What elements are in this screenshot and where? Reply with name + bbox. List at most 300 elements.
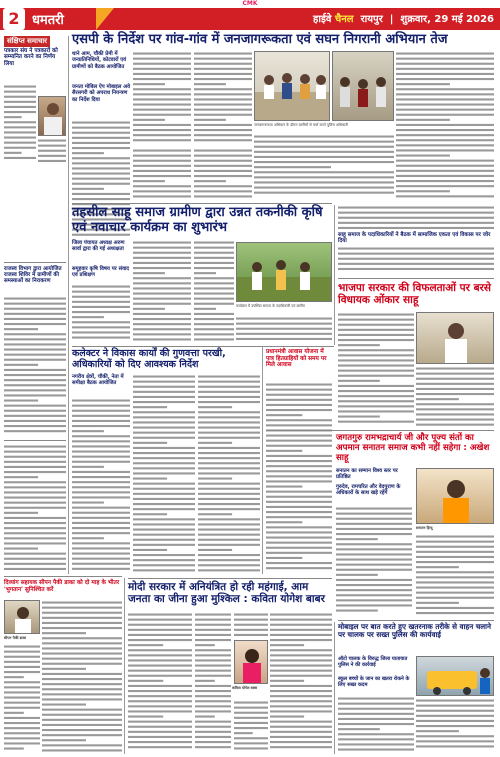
text-line [254,136,394,138]
text-line [128,629,192,631]
text-line [270,695,332,697]
text-line [194,252,234,254]
column-rule [124,578,125,754]
text-line [338,733,414,735]
text-lines [416,698,494,754]
text-line [416,735,494,737]
text-line [416,551,494,553]
text-line [4,707,40,709]
text-line [194,129,252,131]
text-line [4,354,66,356]
text-line [133,338,191,340]
text-line [195,736,231,738]
text-line [128,746,192,748]
text-line [396,78,494,80]
text-line [396,129,494,131]
text-line [336,523,412,525]
text-line [72,301,130,303]
text-line [133,462,195,464]
text-line [338,416,380,418]
text-line [128,695,192,697]
text-line [128,639,192,641]
text-line [72,137,130,139]
text-line [128,710,192,712]
brief1-body-2 [38,138,66,166]
text-line [72,183,130,185]
text-line [4,563,66,565]
text-line [234,712,268,714]
text-line [234,742,268,744]
column-rule [334,622,335,754]
text-line [194,109,252,111]
text-line [194,68,252,70]
text-line [195,639,231,641]
text-line [4,527,66,529]
text-line [236,338,332,340]
text-line [338,395,414,397]
text-line [338,698,414,700]
text-line [194,308,216,310]
text-line [338,207,494,209]
text-line [133,328,191,330]
text-line [338,405,414,407]
text-line [133,427,195,429]
text-line [416,602,459,604]
text-line [4,308,66,310]
text-line [396,68,494,70]
text-lines [133,51,191,146]
text-line [72,296,130,298]
story2-body-4 [236,316,332,344]
text-line [38,145,66,147]
city: रायपुर [360,14,383,25]
text-line [42,744,122,746]
text-line [4,394,66,396]
divider [72,346,334,347]
text-line [42,642,122,644]
text-line [133,478,167,480]
text-line [133,190,191,192]
text-line [133,119,165,121]
text-line [254,187,394,189]
text-line [266,531,332,533]
text-line [195,624,231,626]
text-line [72,306,130,308]
text-line [338,365,414,367]
text-line [270,659,332,661]
text-line [270,639,332,641]
text-line [4,303,66,305]
text-line [266,567,332,569]
text-line [42,622,122,624]
text-line [4,364,38,366]
text-line [42,704,86,706]
text-line [416,592,494,594]
text-line [194,58,252,60]
text-line [72,405,130,407]
text-line [336,528,412,530]
text-line [133,523,195,525]
text-line [4,656,40,658]
text-line [198,508,260,510]
text-lines [336,506,412,618]
story5-photo-caption: कविता योगेश बाबर [232,686,258,690]
text-line [195,721,231,723]
text-line [270,614,332,616]
text-line [194,63,252,65]
text-line [4,517,66,519]
text-line [133,333,191,335]
text-line [194,185,252,187]
text-line [42,698,122,700]
text-line [133,104,191,106]
text-line [72,198,130,200]
text-line [72,147,130,149]
story4-headline: जगतगुरु रामभद्राचार्य जी और पूज्य संतों का अपमान सनातन समाज कभी नहीं सहेगा : अखेश साहू [336,433,490,463]
text-line [195,644,215,646]
text-line [194,180,226,182]
text-line [4,722,40,724]
text-line [416,566,459,568]
text-line [338,380,380,382]
text-line [270,670,332,672]
text-line [4,333,66,335]
text-line [198,534,260,536]
column-rule [334,205,335,345]
text-line [336,508,412,510]
text-line [128,670,192,672]
text-line [42,709,122,711]
text-line [42,678,122,680]
text-line [234,702,268,704]
text-line [194,247,234,249]
text-line [195,629,231,631]
text-line [133,416,195,418]
text-line [4,152,22,154]
text-line [336,599,412,601]
text-lines [254,134,394,200]
text-line [42,607,122,609]
text-line [338,370,414,372]
text-line [194,328,234,330]
text-line [4,476,38,478]
text-line [42,688,122,690]
text-line [396,185,494,187]
text-line [336,574,378,576]
text-line [198,483,260,485]
text-line [266,470,332,472]
text-line [128,726,192,728]
text-line [128,614,192,616]
divider [266,430,494,431]
text-lines [133,148,191,200]
text-line [338,749,414,751]
text-line [133,554,195,556]
text-lines [4,644,40,754]
text-line [133,467,195,469]
text-line [195,649,231,651]
text-line [266,384,332,386]
brief2-headline: राजस्व विभाग द्वारा आयोजित राजस्व शिविर में ग्रामीणों की समस्याओं का निराकरण [4,266,62,285]
text-line [4,384,66,386]
right-body-1 [338,312,414,428]
text-line [42,683,122,685]
text-line [72,491,130,493]
text-line [195,726,231,728]
story3-bullet-1: नगरीय क्षेत्रों, चौकी, नेता में समीक्षा बैठक आयोजित [72,374,124,387]
text-line [133,386,195,388]
text-line [198,472,260,474]
text-line [72,286,130,288]
text-lines [128,612,192,754]
person-photo-icon [39,97,66,136]
text-line [133,569,195,571]
text-line [4,727,40,729]
story7-photo [416,656,494,696]
text-line [4,661,40,663]
text-line [128,680,163,682]
text-line [198,421,260,423]
text-line [133,313,191,315]
lead-photo-2 [332,51,394,121]
story2-body-2 [133,240,191,344]
text-lines [4,84,36,164]
text-line [72,532,130,534]
text-line [195,695,231,697]
text-line [4,369,66,371]
text-line [133,63,191,65]
text-line [4,338,66,340]
text-lines [38,138,66,166]
text-line [72,425,130,427]
text-line [4,446,66,448]
text-line [128,705,192,707]
text-line [72,558,130,560]
text-line [133,298,191,300]
text-line [234,722,268,724]
text-line [72,481,130,483]
text-line [72,178,130,180]
text-line [4,681,40,683]
column-rule [262,346,263,574]
text-line [133,503,195,505]
text-line [270,690,332,692]
text-line [133,93,191,95]
text-line [195,685,231,687]
text-line [4,349,66,351]
text-line [133,139,191,141]
text-lines [234,612,268,638]
text-lines [4,444,66,574]
text-line [198,539,260,541]
text-line [4,548,38,550]
text-line [396,83,450,85]
text-line [266,486,302,488]
text-line [133,129,191,131]
text-line [133,185,191,187]
text-line [266,399,332,401]
text-line [133,406,167,408]
text-line [198,529,260,531]
text-line [338,400,414,402]
text-line [338,410,414,412]
text-line [266,557,302,559]
text-line [198,503,260,505]
text-line [133,134,191,136]
text-line [194,282,234,284]
text-line [266,419,332,421]
text-line [338,227,494,229]
text-line [234,707,268,709]
text-lines [133,240,191,344]
text-line [254,181,394,183]
text-line [194,242,234,244]
text-line [195,670,231,672]
text-line [336,513,412,515]
text-line [396,144,494,146]
text-line [338,344,380,346]
text-line [4,157,36,159]
text-line [72,542,130,544]
right-body-2 [416,366,494,428]
story6-headline: दिव्यांग सहायक सीपन पैकी डाका को दो माह के भीतर 'भुगतान' सुनिश्चित करें [4,580,120,593]
text-lines [396,51,494,201]
text-line [338,258,494,260]
text-line [194,73,252,75]
text-line [133,287,191,289]
text-line [338,329,414,331]
politician-photo-icon [417,313,494,364]
text-line [416,597,494,599]
story5-headline: मोदी सरकार में अनियंत्रित हो रही महंगाई, आम जनता का जीना हुआ मुश्किल : कविता योगेश बाबर [128,581,325,606]
text-line [336,543,412,545]
text-line [338,723,414,725]
text-line [133,257,191,259]
text-line [4,471,66,473]
text-line [270,705,332,707]
text-line [266,414,302,416]
text-line [198,411,260,413]
brief3-body [4,444,66,574]
right-photo [416,312,494,364]
text-line [42,729,122,731]
text-line [72,173,130,175]
text-line [133,242,191,244]
text-line [198,457,260,459]
text-line [72,435,130,437]
story5-body-5 [234,700,268,754]
text-line [234,737,268,739]
text-line [198,381,260,383]
divider [72,203,332,204]
text-line [72,152,104,154]
text-line [396,63,494,65]
brief1-body [4,84,36,164]
text-line [270,746,332,748]
text-line [266,475,332,477]
text-line [338,319,414,321]
text-line [338,718,414,720]
text-line [133,437,195,439]
woman-photo-icon [235,641,268,684]
text-line [338,222,494,224]
text-line [416,403,494,405]
text-line [133,303,191,305]
text-line [133,518,195,520]
text-line [133,432,195,434]
text-line [338,728,380,730]
text-line [194,104,252,106]
text-line [128,665,192,667]
text-line [198,549,232,551]
text-line [234,619,268,621]
text-line [72,476,130,478]
text-line [4,323,66,325]
text-line [4,400,38,402]
text-line [128,644,163,646]
text-lines [416,534,494,618]
text-line [198,518,260,520]
text-line [4,101,36,103]
text-line [72,451,130,453]
text-line [4,96,36,98]
text-line [198,427,260,429]
text-line [338,217,494,219]
text-line [4,318,66,320]
text-line [195,654,231,656]
text-line [194,165,252,167]
text-line [338,212,494,214]
text-line [338,268,494,270]
brief1-photo [38,96,66,136]
briefs-tag: संक्षिप्त समाचार [4,36,50,47]
divider [338,620,494,621]
text-line [396,104,494,106]
text-line [236,318,332,320]
text-line [416,745,494,747]
text-line [133,318,191,320]
text-line [270,634,332,636]
text-line [338,359,414,361]
text-lines [195,612,231,754]
text-line [266,506,332,508]
section-tab-decoration [96,8,114,30]
text-line [198,488,260,490]
text-line [266,389,332,391]
text-line [128,685,192,687]
text-line [133,58,191,60]
text-line [133,442,167,444]
story4-byline: सनातन हिन्दू [416,526,433,530]
lead-headline: एसपी के निर्देश पर गांव-गांव में जनजागरूकता एवं सघन निगरानी अभियान तेज [72,32,448,47]
text-line [396,93,494,95]
text-line [128,675,192,677]
text-line [198,493,260,495]
text-line [416,546,494,548]
text-line [4,466,66,468]
text-line [338,248,494,250]
story3-body-2 [133,374,195,574]
story5-body-4 [270,612,332,754]
text-line [266,465,332,467]
text-line [42,617,122,619]
text-line [270,741,332,743]
story6-body-2 [4,644,40,754]
text-line [128,700,192,702]
text-line [195,741,231,743]
text-line [42,693,122,695]
text-line [4,697,40,699]
